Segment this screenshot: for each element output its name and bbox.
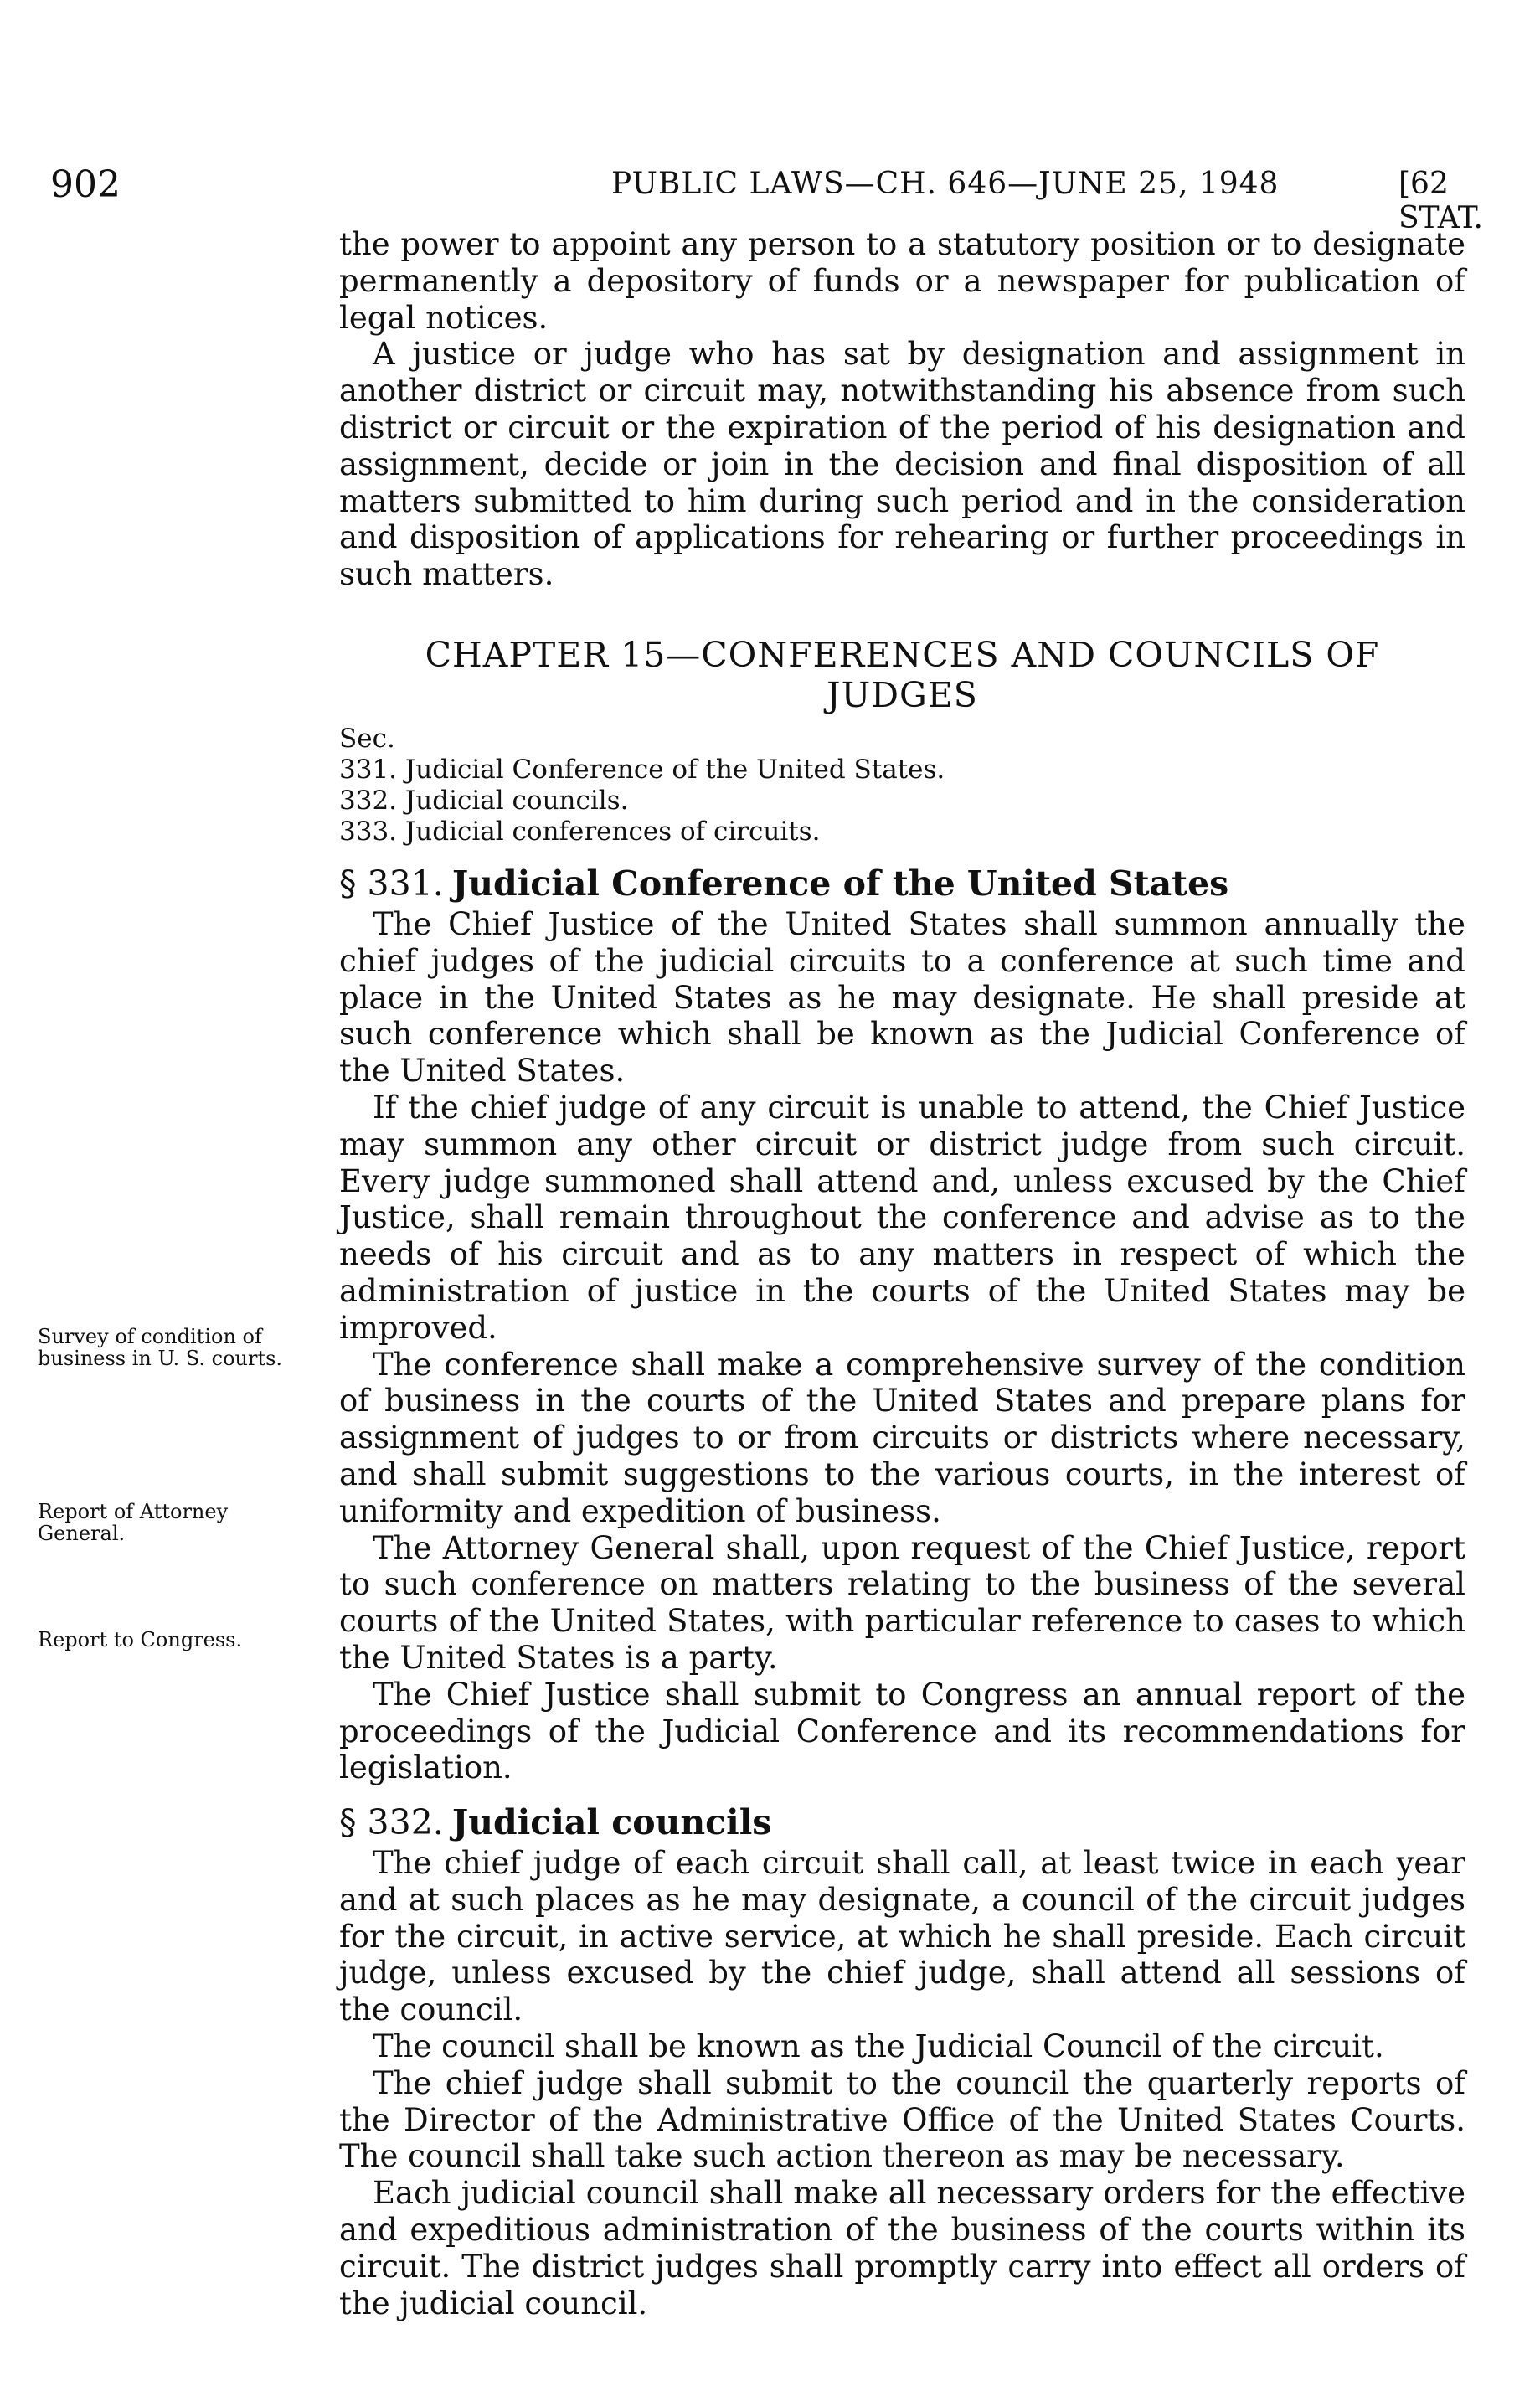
toc-item: 332. Judicial councils. xyxy=(339,785,629,816)
toc-list xyxy=(339,755,1465,848)
section-332-heading xyxy=(339,1801,1465,1843)
section-paragraph: The chief judge shall submit to the council the quarterly reports of the Director of the Administrative Office of the United States Courts. The council shall take such action thereon as may be necessary. xyxy=(339,2064,1465,2175)
statute-reference: [62 STAT. xyxy=(1398,167,1483,235)
section-331-heading xyxy=(339,863,1465,904)
section-paragraph: The conference shall make a comprehensive survey of the condition of business in the courts of the United States and prepare plans for assignment of judges to or from circuits or districts where necessary, and shall submit suggestions to the various courts, in the interest of uniformity and expedition of business. xyxy=(339,1346,1465,1529)
section-title: Judicial Conference of the United States xyxy=(451,863,1229,904)
section-number: § 331. xyxy=(339,863,444,904)
chapter-table-of-contents xyxy=(339,724,1465,848)
section-title: Judicial councils xyxy=(451,1802,772,1843)
toc-label: Sec. xyxy=(339,723,395,754)
section-number: § 332. xyxy=(339,1802,444,1843)
toc-item: 333. Judicial conferences of circuits. xyxy=(339,816,821,847)
section-paragraph: The Chief Justice shall submit to Congress an annual report of the proceedings of the Judicial Conference and its recommendations for legislation. xyxy=(339,1676,1465,1786)
section-paragraph: The Attorney General shall, upon request of the Chief Justice, report to such conference on matters relating to the business of the several courts of the United States, with particular reference to cases to which the United States is a party. xyxy=(339,1529,1465,1676)
page-number: 902 xyxy=(50,163,121,206)
section-paragraph: The chief judge of each circuit shall call, at least twice in each year and at such places as he may designate, a council of the circuit judges for the circuit, in active service, at which he shall preside. Each circuit judge, unless excused by the chief judge, shall attend all sessions of the council. xyxy=(339,1845,1465,2028)
margin-note-congress: Report to Congress. xyxy=(38,1628,243,1651)
section-paragraph: If the chief judge of any circuit is unable to attend, the Chief Justice may summon any other circuit or district judge from such circuit. Every judge summoned shall attend and, unless excused by the Chief Justice, shall remain throughout the conference and advise as to the needs of his circuit and as to any matters in respect of which the administration of justice in the courts of the United States may be improved. xyxy=(339,1089,1465,1346)
margin-notes xyxy=(38,0,314,2396)
intro-paragraph: A justice or judge who has sat by designation and assignment in another district or circuit may, notwithstanding his absence from such district or circuit or the expiration of the period of his designation and assignment, decide or join in the decision and final disposition of all matters submitted to him during such period and in the consideration and disposition of applications for rehearing or further proceedings in such matters. xyxy=(339,336,1465,593)
chapter-title: CHAPTER 15—CONFERENCES AND COUNCILS OF JUDGES xyxy=(425,634,1380,715)
running-head: PUBLIC LAWS—CH. 646—JUNE 25, 1948 xyxy=(611,167,1280,201)
margin-note-survey: Survey of condition of business in U. S. courts. xyxy=(38,1325,283,1370)
section-paragraph: The council shall be known as the Judicial Council of the circuit. xyxy=(373,2028,1384,2065)
section-paragraph: Each judicial council shall make all necessary orders for the effective and expeditious administration of the business of the courts within its circuit. The district judges shall promptly carry into effect all orders of the judicial council. xyxy=(339,2175,1465,2321)
intro-paragraph: the power to appoint any person to a statutory position or to designate permanently a depository of funds or a newspaper for publication of legal notices. xyxy=(339,226,1465,336)
main-text-column xyxy=(339,226,1465,2321)
toc-item: 331. Judicial Conference of the United States. xyxy=(339,754,945,785)
margin-note-attorney-general: Report of Attorney General. xyxy=(38,1500,229,1545)
section-paragraph: The Chief Justice of the United States shall summon annually the chief judges of the judicial circuits to a conference at such time and place in the United States as he may designate. He shall preside at such conference which shall be known as the Judicial Conference of the United States. xyxy=(339,905,1465,1090)
